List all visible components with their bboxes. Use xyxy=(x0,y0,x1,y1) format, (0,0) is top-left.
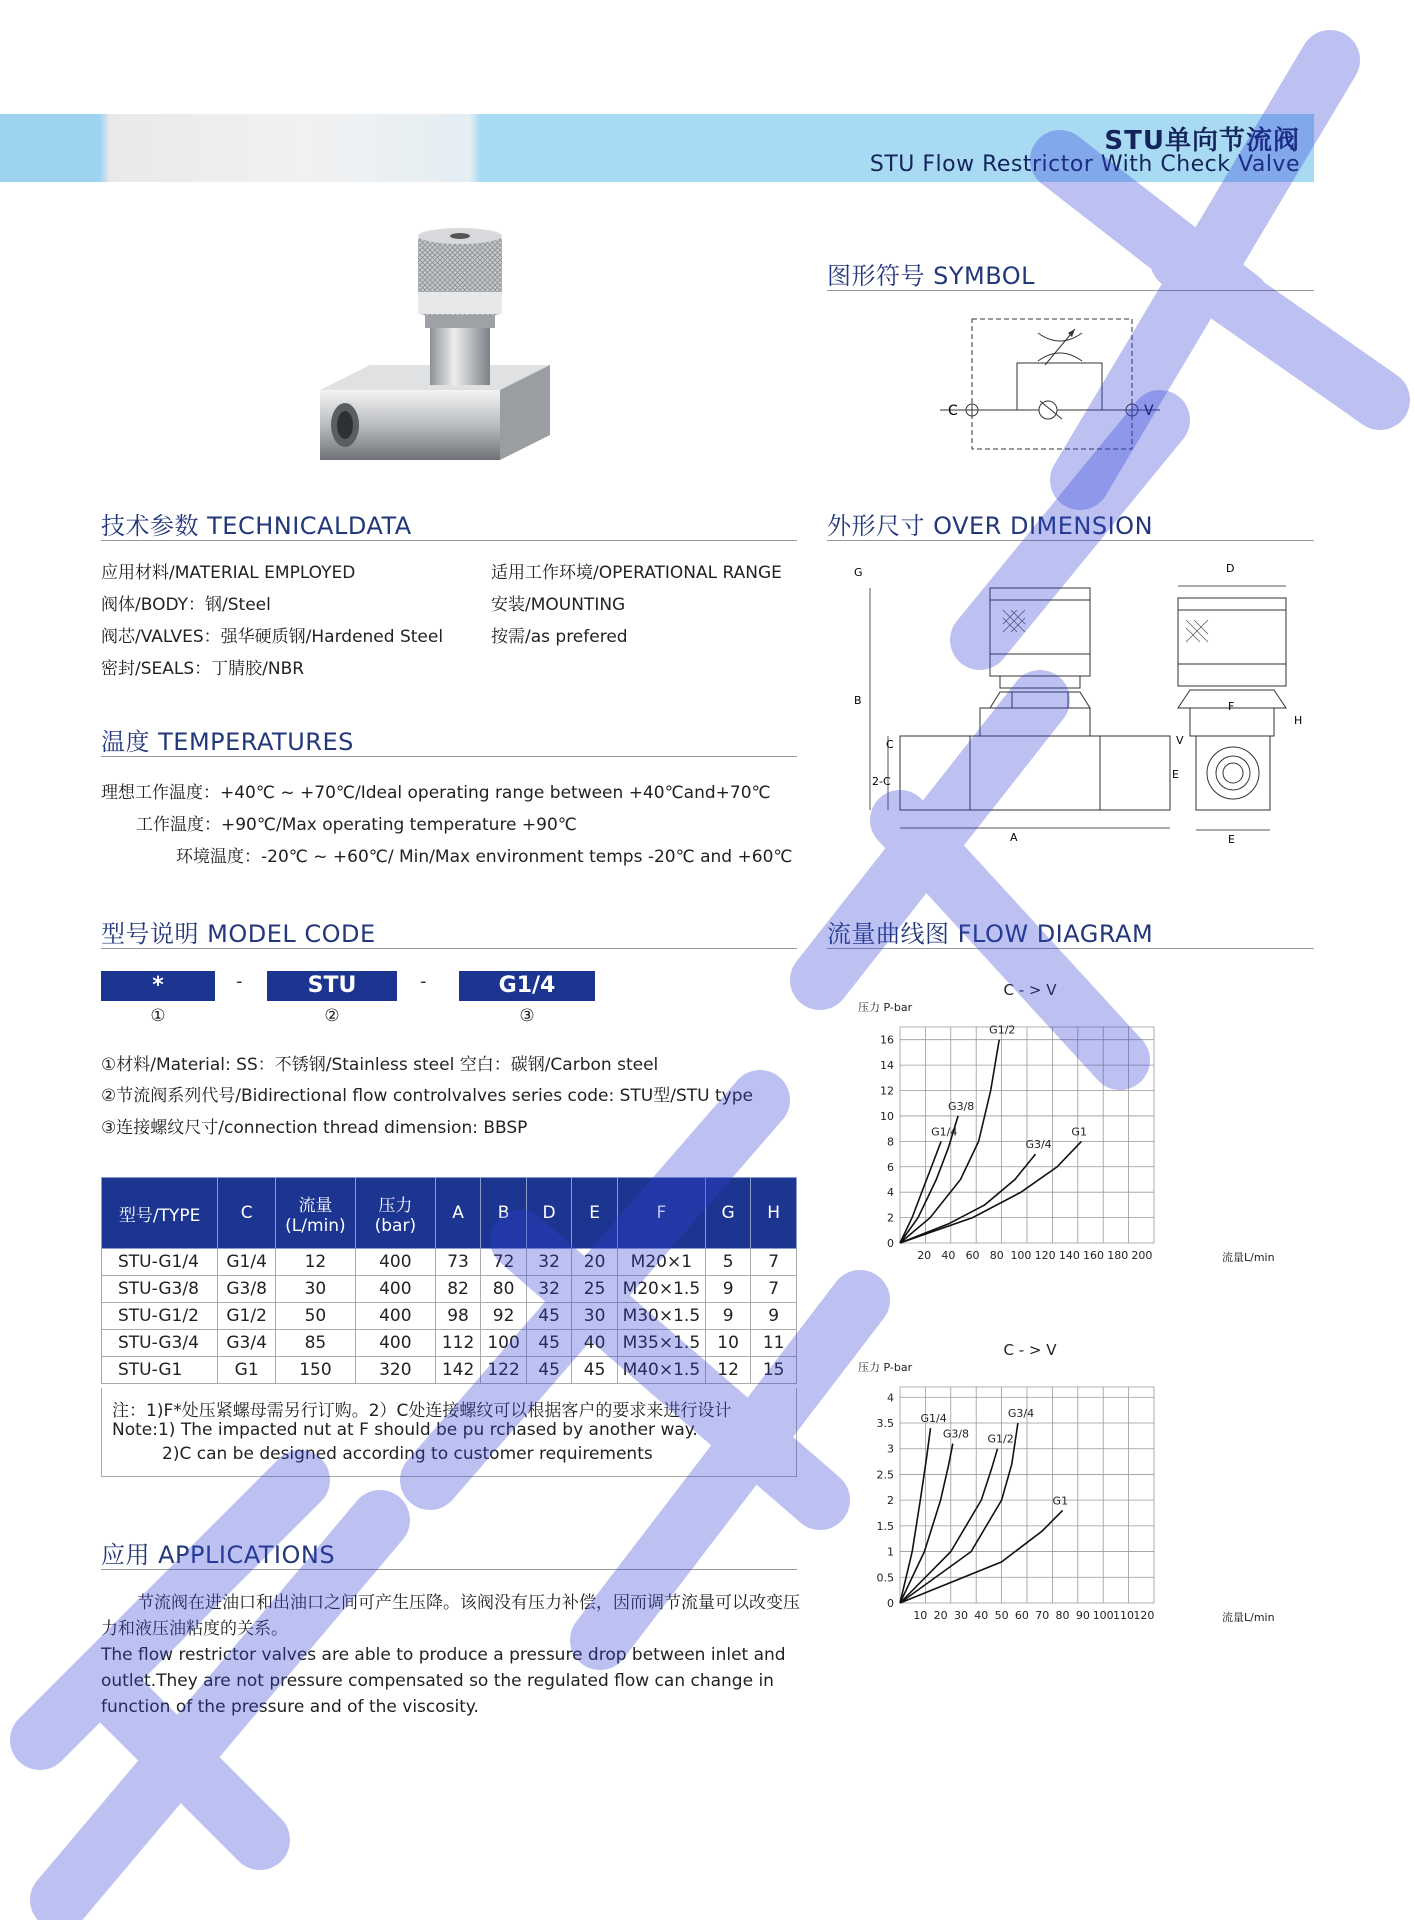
x-tick-label: 100 xyxy=(1092,1609,1114,1622)
table-row xyxy=(102,1249,797,1276)
y-tick-label: 8 xyxy=(887,1135,894,1149)
table-cell: 10 xyxy=(705,1330,751,1357)
y-tick-label: 10 xyxy=(880,1109,894,1123)
y-axis-label: 压力 P-bar xyxy=(858,1001,913,1014)
chart-title: C - > V xyxy=(1003,1341,1057,1359)
y-tick-label: 4 xyxy=(887,1391,894,1405)
col-header: 流量 (L/min) xyxy=(275,1178,355,1249)
table-cell: 320 xyxy=(355,1357,435,1384)
x-tick-label: 20 xyxy=(933,1609,948,1622)
y-axis-label: 压力 P-bar xyxy=(858,1361,913,1374)
series-label: G3/4 xyxy=(1025,1138,1052,1152)
dim-label-g: G xyxy=(854,566,863,579)
table-cell: M20×1.5 xyxy=(617,1276,705,1303)
x-tick-label: 70 xyxy=(1035,1609,1050,1622)
y-tick-label: 6 xyxy=(887,1160,894,1174)
series-line-G1 xyxy=(900,1510,1063,1603)
col-header: F xyxy=(617,1178,705,1249)
section-temperatures-title: 温度 TEMPERATURES xyxy=(101,728,354,756)
table-cell: 12 xyxy=(275,1249,355,1276)
dimension-drawing xyxy=(840,560,1310,850)
symbol-label-v: V xyxy=(1144,403,1154,419)
table-header-row xyxy=(102,1178,797,1249)
table-cell: 25 xyxy=(572,1276,618,1303)
col-header: D xyxy=(526,1178,572,1249)
divider xyxy=(101,540,797,541)
table-cell: 92 xyxy=(481,1303,527,1330)
table-cell: M20×1 xyxy=(617,1249,705,1276)
note-line: 注：1)F*处压紧螺母需另行订购。2）C处连接螺纹可以根据客户的要求来进行设计 xyxy=(112,1401,732,1421)
col-header: C xyxy=(218,1178,276,1249)
section-technical-title: 技术参数 TECHNICALDATA xyxy=(101,512,412,540)
y-tick-label: 2.5 xyxy=(876,1468,894,1482)
x-axis-label: 流量L/min xyxy=(1222,1611,1275,1624)
table-cell: 50 xyxy=(275,1303,355,1330)
table-cell: 7 xyxy=(751,1276,797,1303)
table-cell: 112 xyxy=(435,1330,481,1357)
x-tick-label: 140 xyxy=(1058,1249,1080,1262)
series-label: G3/8 xyxy=(948,1099,975,1113)
y-tick-label: 0.5 xyxy=(876,1571,894,1585)
temperature-line: 工作温度：+90℃/Max operating temperature +90℃ xyxy=(136,815,577,835)
temperature-line: 环境温度：-20℃ ~ +60℃/ Min/Max environment temps -20℃ and +60℃ xyxy=(176,847,793,867)
x-tick-label: 90 xyxy=(1075,1609,1090,1622)
series-line-G3/4 xyxy=(900,1154,1036,1243)
y-tick-label: 2 xyxy=(887,1211,894,1225)
table-cell: 40 xyxy=(572,1330,618,1357)
table-cell: 400 xyxy=(355,1249,435,1276)
table-cell: G3/4 xyxy=(218,1330,276,1357)
x-tick-label: 100 xyxy=(1010,1249,1032,1262)
table-cell: STU-G3/4 xyxy=(102,1330,218,1357)
model-code-box-series: STU xyxy=(267,971,397,1001)
section-applications-title: 应用 APPLICATIONS xyxy=(101,1541,336,1569)
y-tick-label: 2 xyxy=(887,1494,894,1508)
x-tick-label: 180 xyxy=(1107,1249,1129,1262)
table-cell: 82 xyxy=(435,1276,481,1303)
table-cell: 15 xyxy=(751,1357,797,1384)
applications-en: The flow restrictor valves are able to produce a pressure drop between inlet and outlet.They are not pressure compensated so the regulated flow can change in function of the pressure and of the viscosity. xyxy=(101,1645,786,1717)
model-code-number: ② xyxy=(324,1006,340,1026)
series-label: G1 xyxy=(1052,1494,1069,1508)
table-cell: G1/2 xyxy=(218,1303,276,1330)
flow-chart-2 xyxy=(840,1335,1300,1635)
temperature-line: 理想工作温度：+40℃ ~ +70℃/Ideal operating range between +40℃and+70℃ xyxy=(101,783,771,803)
table-cell: 100 xyxy=(481,1330,527,1357)
divider xyxy=(101,1569,797,1570)
dim-label-2c: 2-C xyxy=(872,775,891,788)
x-tick-label: 80 xyxy=(989,1249,1004,1262)
dim-label-b: B xyxy=(854,694,862,707)
tech-item: 应用材料/MATERIAL EMPLOYED xyxy=(101,563,356,583)
model-code-dash: - xyxy=(236,971,243,992)
tech-item: 按需/as prefered xyxy=(491,627,628,647)
product-image xyxy=(300,220,590,480)
table-cell: 30 xyxy=(572,1303,618,1330)
table-cell: STU-G1/4 xyxy=(102,1249,218,1276)
y-tick-label: 0 xyxy=(887,1237,894,1250)
table-cell: 9 xyxy=(705,1303,751,1330)
y-tick-label: 0 xyxy=(887,1597,894,1610)
series-label: G1/2 xyxy=(987,1432,1014,1446)
model-code-number: ③ xyxy=(519,1006,535,1026)
table-notes xyxy=(101,1388,797,1477)
table-cell: 12 xyxy=(705,1357,751,1384)
col-header: 压力 (bar) xyxy=(355,1178,435,1249)
series-label: G1/4 xyxy=(920,1412,947,1426)
table-row xyxy=(102,1330,797,1357)
col-header: H xyxy=(751,1178,797,1249)
table-cell: STU-G1 xyxy=(102,1357,218,1384)
table-cell: 5 xyxy=(705,1249,751,1276)
section-flow-title: 流量曲线图 FLOW DIAGRAM xyxy=(827,920,1154,948)
table-cell: 122 xyxy=(481,1357,527,1384)
col-header: G xyxy=(705,1178,751,1249)
x-tick-label: 120 xyxy=(1133,1609,1155,1622)
table-cell: 45 xyxy=(526,1357,572,1384)
divider xyxy=(827,290,1314,291)
table-cell: 30 xyxy=(275,1276,355,1303)
col-header: E xyxy=(572,1178,618,1249)
table-cell: 9 xyxy=(751,1303,797,1330)
x-axis-label: 流量L/min xyxy=(1222,1251,1275,1264)
y-tick-label: 12 xyxy=(880,1084,894,1098)
x-tick-label: 200 xyxy=(1131,1249,1153,1262)
dim-label-v: V xyxy=(1176,734,1184,747)
table-cell: 11 xyxy=(751,1330,797,1357)
table-cell: 32 xyxy=(526,1249,572,1276)
spec-table-body xyxy=(102,1249,797,1384)
tech-item: 阀体/BODY：钢/Steel xyxy=(101,595,271,615)
page-title: STU单向节流阀 xyxy=(1104,126,1300,156)
model-code-box-thread: G1/4 xyxy=(459,971,595,1001)
table-row xyxy=(102,1303,797,1330)
dim-label-d: D xyxy=(1226,562,1235,575)
y-tick-label: 14 xyxy=(880,1059,894,1073)
tech-item: 阀芯/VALVES：强华硬质钢/Hardened Steel xyxy=(101,627,444,647)
dim-label-f: F xyxy=(1228,700,1235,713)
col-header: A xyxy=(435,1178,481,1249)
table-cell: 150 xyxy=(275,1357,355,1384)
note-line: 2)C can be designed according to customer requirements xyxy=(162,1444,653,1464)
table-cell: M40×1.5 xyxy=(617,1357,705,1384)
table-cell: 45 xyxy=(526,1330,572,1357)
note-line: Note:1) The impacted nut at F should be pu rchased by another way. xyxy=(112,1420,698,1440)
applications-cn: 节流阀在进油口和出油口之间可产生压降。该阀没有压力补偿，因而调节流量可以改变压力和液压油粘度的关系。 xyxy=(101,1593,800,1639)
table-cell: 9 xyxy=(705,1276,751,1303)
table-cell: 32 xyxy=(526,1276,572,1303)
model-code-number: ① xyxy=(150,1006,166,1026)
table-cell: G1/4 xyxy=(218,1249,276,1276)
table-cell: 98 xyxy=(435,1303,481,1330)
table-cell: 20 xyxy=(572,1249,618,1276)
table-cell: G3/8 xyxy=(218,1276,276,1303)
table-cell: 72 xyxy=(481,1249,527,1276)
x-tick-label: 40 xyxy=(974,1609,989,1622)
table-cell: 45 xyxy=(572,1357,618,1384)
model-code-box-material: * xyxy=(101,971,215,1001)
dim-label-e: E xyxy=(1228,833,1235,846)
table-cell: 45 xyxy=(526,1303,572,1330)
x-tick-label: 50 xyxy=(994,1609,1009,1622)
x-tick-label: 60 xyxy=(1014,1609,1029,1622)
dim-label-a: A xyxy=(1010,831,1018,844)
table-cell: 400 xyxy=(355,1276,435,1303)
y-tick-label: 3.5 xyxy=(876,1417,894,1430)
table-cell: M35×1.5 xyxy=(617,1330,705,1357)
section-dimension-title: 外形尺寸 OVER DIMENSION xyxy=(827,512,1154,540)
tech-item: 密封/SEALS：丁腈胶/NBR xyxy=(101,659,305,679)
divider xyxy=(827,540,1314,541)
x-tick-label: 30 xyxy=(953,1609,968,1622)
x-tick-label: 10 xyxy=(913,1609,928,1622)
model-code-line: ①材料/Material: SS：不锈钢/Stainless steel 空白：碳钢/Carbon steel xyxy=(101,1055,659,1075)
tech-item: 安装/MOUNTING xyxy=(491,595,626,615)
table-row xyxy=(102,1276,797,1303)
page-subtitle: STU Flow Restrictor With Check Valve xyxy=(869,152,1300,177)
x-tick-label: 40 xyxy=(941,1249,956,1262)
series-label: G1/2 xyxy=(989,1023,1016,1037)
dim-label-e-side: E xyxy=(1172,768,1179,781)
divider xyxy=(827,948,1314,949)
divider xyxy=(101,948,797,949)
section-symbol-title: 图形符号 SYMBOL xyxy=(827,262,1036,290)
col-header: B xyxy=(481,1178,527,1249)
y-tick-label: 16 xyxy=(880,1033,894,1047)
table-cell: 85 xyxy=(275,1330,355,1357)
series-label: G1 xyxy=(1071,1125,1087,1139)
y-tick-label: 4 xyxy=(887,1186,894,1200)
table-cell: 400 xyxy=(355,1330,435,1357)
section-model-code-title: 型号说明 MODEL CODE xyxy=(101,920,376,948)
table-cell: 142 xyxy=(435,1357,481,1384)
table-row xyxy=(102,1357,797,1384)
dim-label-c: C xyxy=(886,738,894,751)
y-tick-label: 1 xyxy=(887,1545,894,1559)
x-tick-label: 120 xyxy=(1034,1249,1056,1262)
flow-chart-1 xyxy=(840,975,1300,1285)
model-code-line: ③连接螺纹尺寸/connection thread dimension: BBSP xyxy=(101,1118,528,1138)
table-cell: 73 xyxy=(435,1249,481,1276)
hydraulic-symbol xyxy=(940,315,1160,455)
table-cell: M30×1.5 xyxy=(617,1303,705,1330)
y-tick-label: 1.5 xyxy=(876,1519,894,1533)
x-tick-label: 20 xyxy=(917,1249,932,1262)
model-code-line: ②节流阀系列代号/Bidirectional flow controlvalves series code: STU型/STU type xyxy=(101,1086,753,1106)
model-code-dash: - xyxy=(420,971,427,992)
symbol-label-c: C xyxy=(948,403,958,419)
x-tick-label: 110 xyxy=(1113,1609,1135,1622)
table-cell: 400 xyxy=(355,1303,435,1330)
table-cell: G1 xyxy=(218,1357,276,1384)
table-cell: STU-G1/2 xyxy=(102,1303,218,1330)
table-cell: 7 xyxy=(751,1249,797,1276)
spec-table xyxy=(101,1177,797,1384)
x-tick-label: 80 xyxy=(1055,1609,1070,1622)
chart-title: C - > V xyxy=(1003,981,1057,999)
x-tick-label: 60 xyxy=(965,1249,980,1262)
divider xyxy=(101,756,797,757)
y-tick-label: 3 xyxy=(887,1442,894,1456)
series-label: G3/8 xyxy=(942,1427,970,1441)
series-line-G3/8 xyxy=(900,1444,953,1603)
series-label: G1/4 xyxy=(931,1125,958,1139)
table-cell: STU-G3/8 xyxy=(102,1276,218,1303)
dim-label-h: H xyxy=(1294,714,1303,727)
series-label: G3/4 xyxy=(1007,1407,1035,1420)
table-cell: 80 xyxy=(481,1276,527,1303)
col-header: 型号/TYPE xyxy=(102,1178,218,1249)
tech-item: 适用工作环境/OPERATIONAL RANGE xyxy=(491,563,782,583)
x-tick-label: 160 xyxy=(1083,1249,1105,1262)
